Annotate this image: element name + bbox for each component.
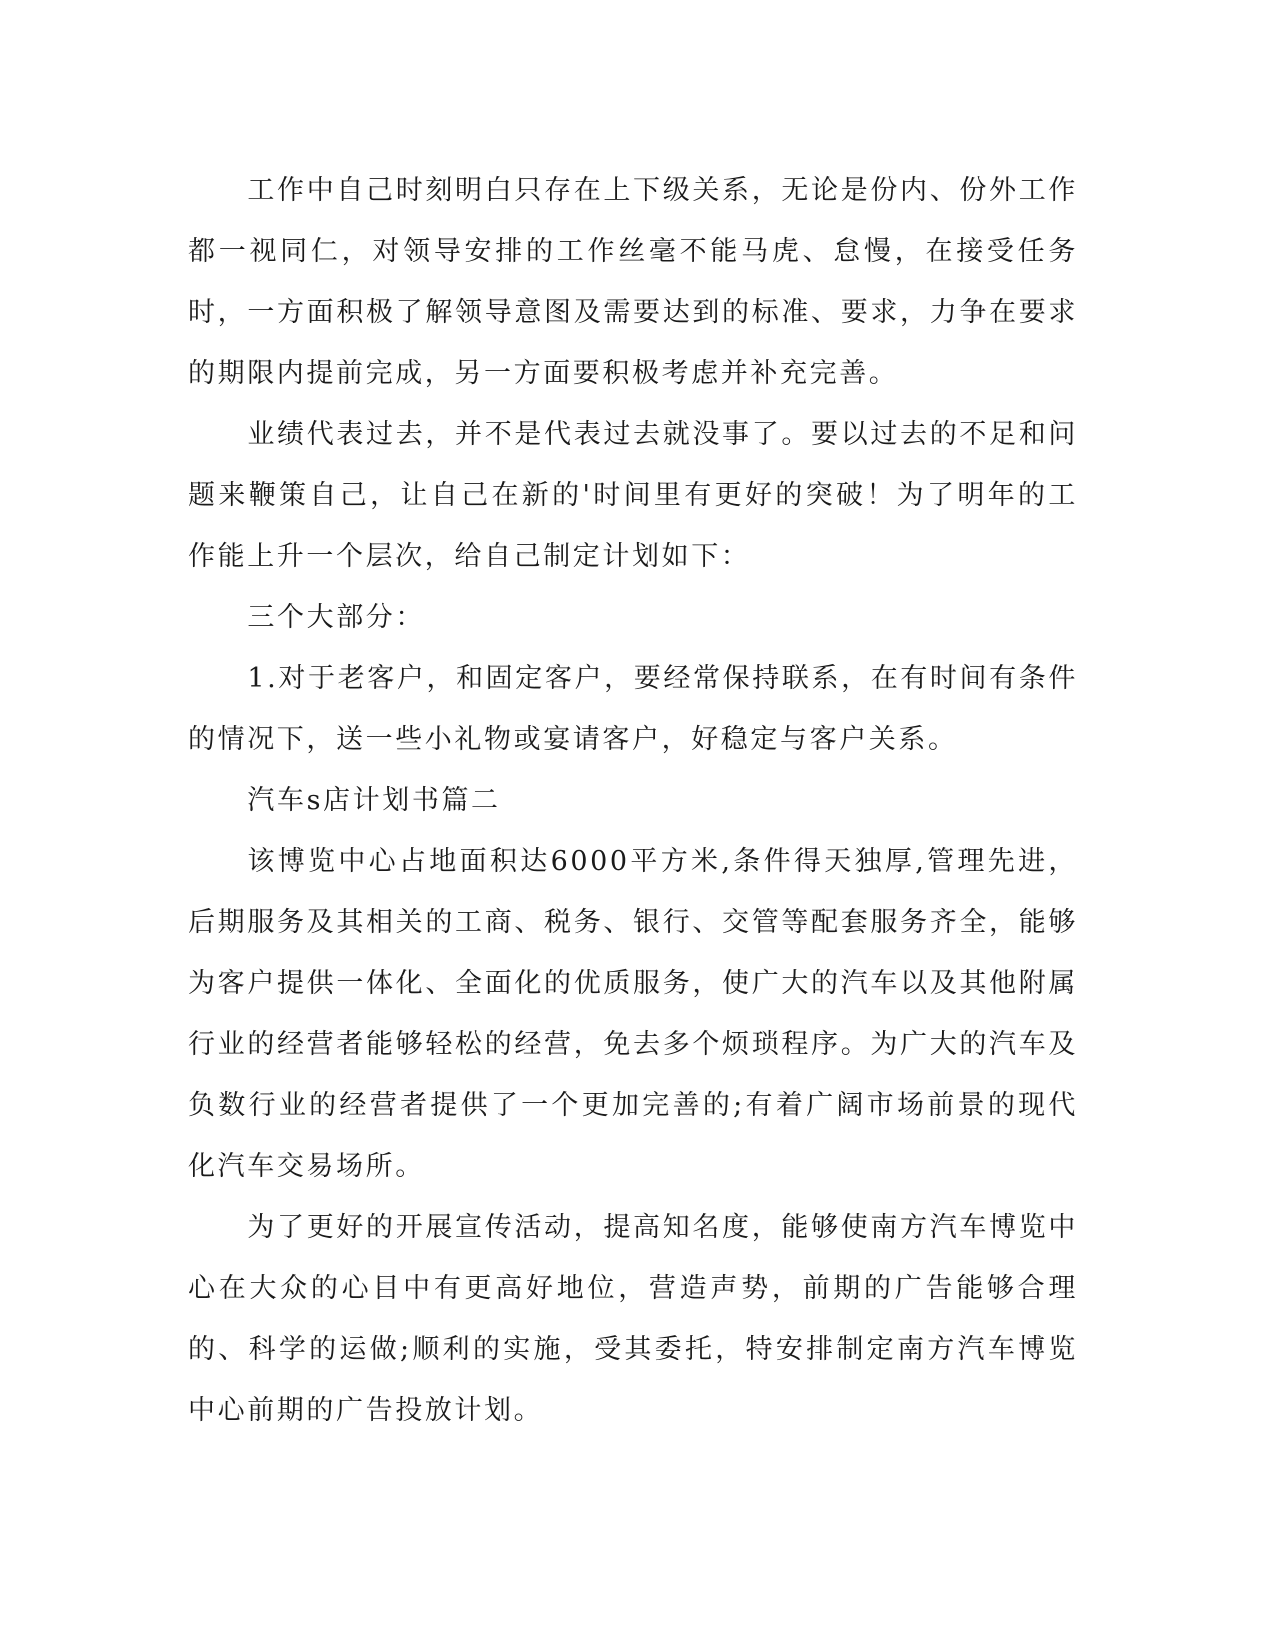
paragraph-work-attitude: 工作中自己时刻明白只存在上下级关系，无论是份内、份外工作都一视同仁，对领导安排的工作丝毫不能马虎、怠慢，在接受任务时，一方面积极了解领导意图及需要达到的标准、要求，力争在要求的期限内提前完成，另一方面要积极考虑并补充完善。: [188, 175, 1078, 389]
section-heading-part-two: 汽车s店计划书篇二: [247, 785, 501, 816]
paragraph-old-customers: 1.对于老客户，和固定客户，要经常保持联系，在有时间有条件的情况下，送一些小礼物或宴请客户，好稳定与客户关系。: [188, 663, 1078, 755]
paragraph-advertising-plan: 为了更好的开展宣传活动，提高知名度，能够使南方汽车博览中心在大众的心目中有更高好地位，营造声势，前期的广告能够合理的、科学的运做;顺利的实施，受其委托，特安排制定南方汽车博览中心前期的广告投放计划。: [188, 1212, 1078, 1426]
document-body: [188, 160, 1078, 1441]
paragraph-expo-center: 该博览中心占地面积达6000平方米,条件得天独厚,管理先进，后期服务及其相关的工商、税务、银行、交管等配套服务齐全，能够为客户提供一体化、全面化的优质服务，使广大的汽车以及其他附属行业的经营者能够轻松的经营，免去多个烦琐程序。为广大的汽车及负数行业的经营者提供了一个更加完善的;有着广阔市场前景的现代化汽车交易场所。: [188, 846, 1078, 1182]
paragraph-performance-plan: 业绩代表过去，并不是代表过去就没事了。要以过去的不足和问题来鞭策自己，让自己在新的'时间里有更好的突破！为了明年的工作能上升一个层次，给自己制定计划如下：: [188, 419, 1078, 572]
paragraph-three-parts: 三个大部分：: [247, 602, 425, 633]
